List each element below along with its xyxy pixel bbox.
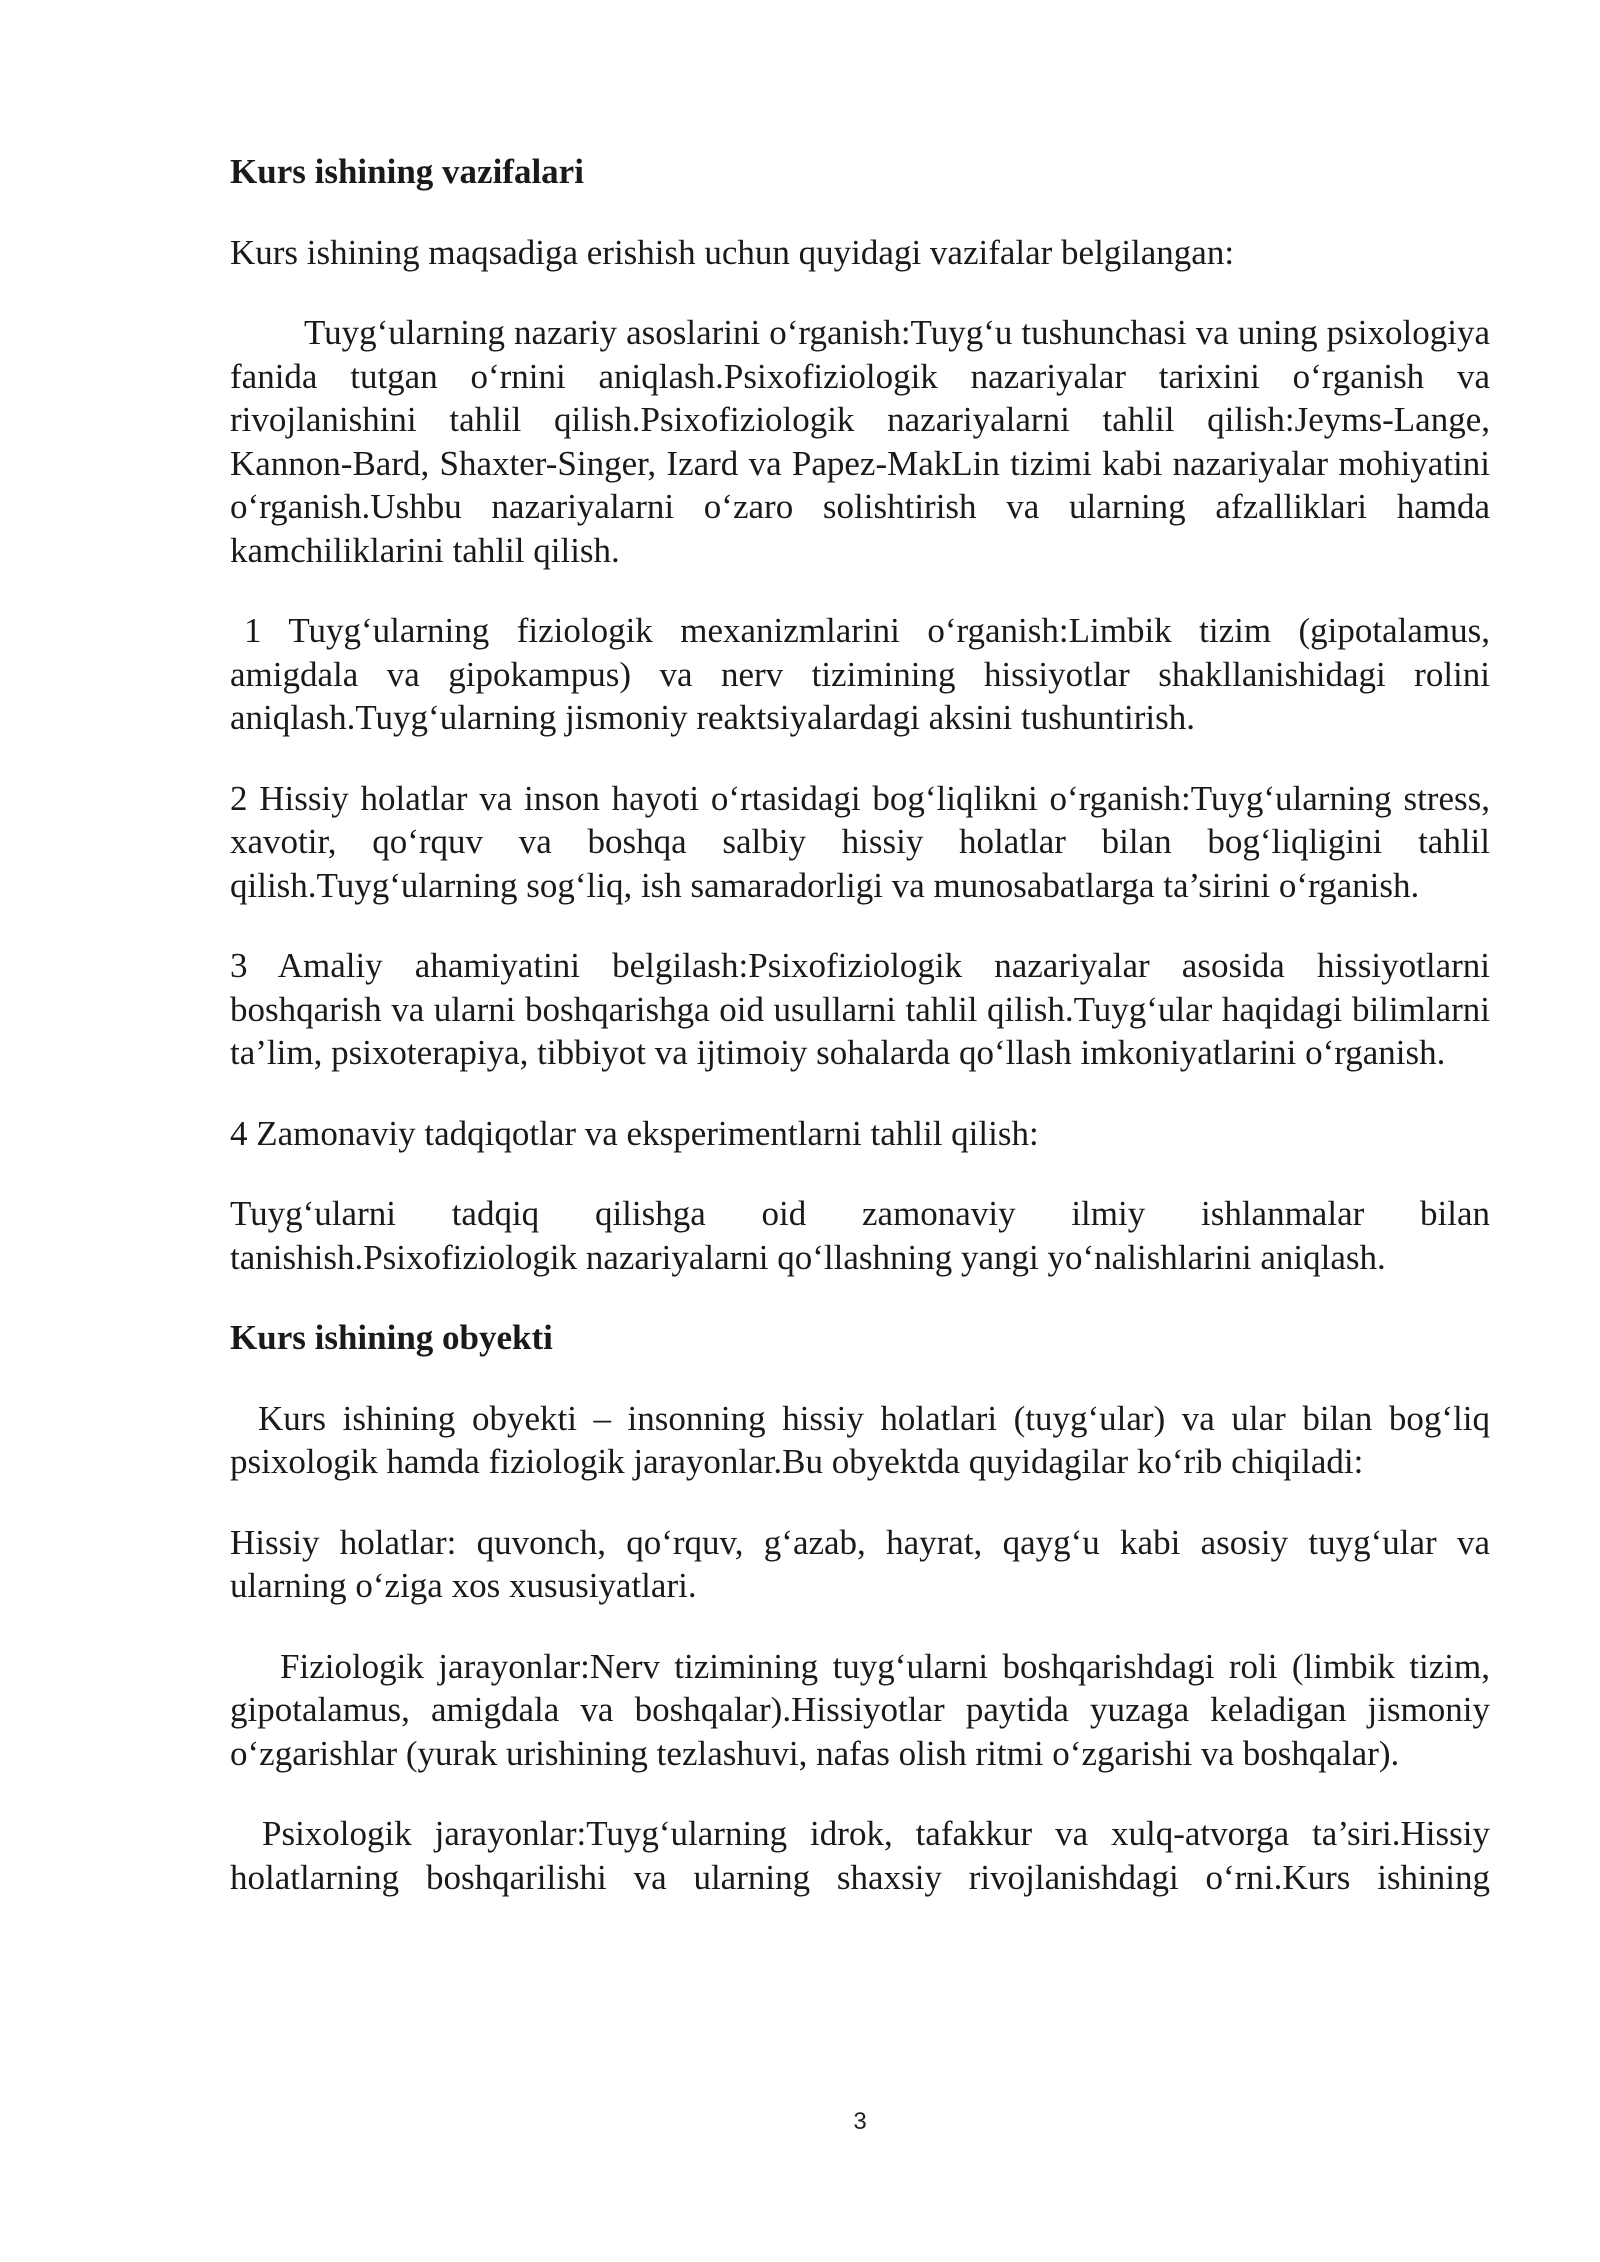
paragraph-physiological-processes: Fiziologik jarayonlar:Nerv tizimining tuyg‘ularni boshqarishdagi roli (limbik tizim, gipotalamus, amigdala va boshqalar).Hissiyotlar paytida yuzaga keladigan jismoniy o‘zgarishlar (yurak urishining tezlashuvi, nafas olish ritmi o‘zgarishi va boshqalar). xyxy=(230,1646,1490,1773)
page-number: 3 xyxy=(853,2108,867,2135)
paragraph-task-4: 4 Zamonaviy tadqiqotlar va eksperimentlarni tahlil qilish: xyxy=(230,1113,1039,1153)
paragraph-research: Tuyg‘ularni tadqiq qilishga oid zamonaviy ilmiy ishlanmalar bilan tanishish.Psixofiziologik nazariyalarni qo‘llashning yangi yo‘nalishlarini aniqlash. xyxy=(230,1194,1490,1277)
paragraph-emotional-states: Hissiy holatlar: quvonch, qo‘rquv, g‘azab, hayrat, qayg‘u kabi asosiy tuyg‘ular va ularning o‘ziga xos xususiyatlari. xyxy=(230,1522,1490,1605)
page-content xyxy=(230,150,1490,1936)
section-heading-tasks: Kurs ishining vazifalari xyxy=(230,152,584,191)
paragraph-task-3: 3 Amaliy ahamiyatini belgilash:Psixofiziologik nazariyalar asosida hissiyotlarni boshqarish va ularni boshqarishga oid usullarni tahlil qilish.Tuyg‘ular haqidagi bilimlarni ta’lim, psixoterapiya, tibbiyot va ijtimoiy sohalarda qo‘llash imkoniyatlarini o‘rganish. xyxy=(230,946,1490,1072)
paragraph-task-2: 2 Hissiy holatlar va inson hayoti o‘rtasidagi bog‘liqlikni o‘rganish:Tuyg‘ularning stress, xavotir, qo‘rquv va boshqa salbiy hissiy holatlar bilan bog‘liqligini tahlil qilish.Tuyg‘ularning sog‘liq, ish samaradorligi va munosabatlarga ta’sirini o‘rganish. xyxy=(230,778,1490,905)
paragraph-psychological-processes: Psixologik jarayonlar:Tuyg‘ularning idrok, tafakkur va xulq-atvorga ta’siri.Hissiy holatlarning boshqarilishi va ularning shaxsiy rivojlanishdagi o‘rni.Kurs ishining xyxy=(230,1814,1490,1897)
paragraph-task-1: 1 Tuyg‘ularning fiziologik mexanizmlarini o‘rganish:Limbik tizim (gipotalamus, amigdala va gipokampus) va nerv tizimining hissiyotlar shakllanishidagi rolini aniqlash.Tuyg‘ularning jismoniy reaktsiyalardagi aksini tushuntirish. xyxy=(230,611,1490,737)
paragraph-intro: Kurs ishining maqsadiga erishish uchun quyidagi vazifalar belgilangan: xyxy=(230,232,1235,272)
section-heading-object: Kurs ishining obyekti xyxy=(230,1318,553,1357)
paragraph-object-definition: Kurs ishining obyekti – insonning hissiy holatlari (tuyg‘ular) va ular bilan bog‘liq psixologik hamda fiziologik jarayonlar.Bu obyektda quyidagilar ko‘rib chiqiladi: xyxy=(230,1398,1490,1481)
paragraph-theory: Tuyg‘ularning nazariy asoslarini o‘rganish:Tuyg‘u tushunchasi va uning psixologiya fanida tutgan o‘rnini aniqlash.Psixofiziologik nazariyalar tarixini o‘rganish va rivojlanishini tahlil qilish.Psixofiziologik nazariyalarni tahlil qilish:Jeyms-Lange, Kannon-Bard, Shaxter-Singer, Izard va Papez-MakLin tizimi kabi nazariyalar mohiyatini o‘rganish.Ushbu nazariyalarni o‘zaro solishtirish va ularning afzalliklari hamda kamchiliklarini tahlil qilish. xyxy=(230,313,1490,570)
